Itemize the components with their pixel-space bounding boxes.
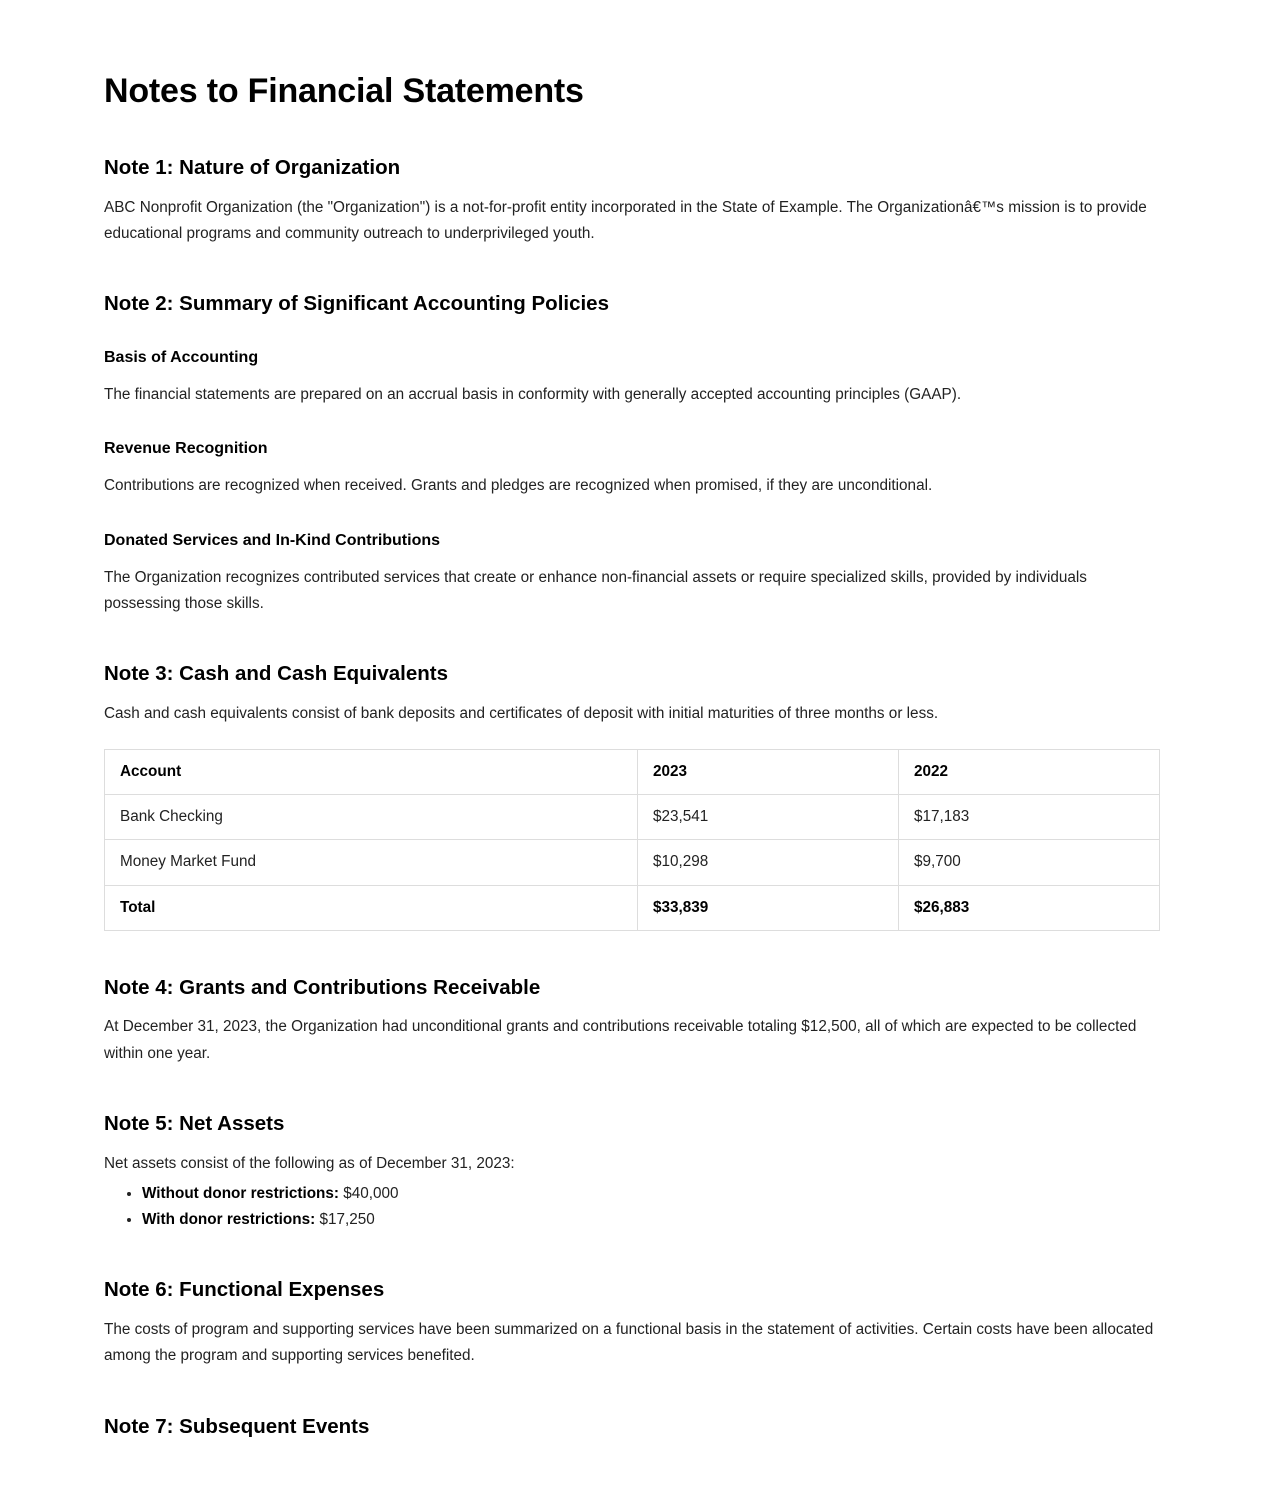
cell-account: Money Market Fund xyxy=(105,840,638,885)
table-header-row xyxy=(105,750,1160,795)
cash-equivalents-table xyxy=(104,749,1160,931)
cell-total-label: Total xyxy=(105,885,638,930)
column-header-2023: 2023 xyxy=(638,750,899,795)
cell-total-2022: $26,883 xyxy=(899,885,1160,930)
donated-services-paragraph: The Organization recognizes contributed services that create or enhance non-financial assets or require specialized skills, provided by individuals possessing those skills. xyxy=(104,568,1087,612)
cell-account: Bank Checking xyxy=(105,795,638,840)
table-total-row xyxy=(105,885,1160,930)
donated-services-heading: Donated Services and In-Kind Contributions xyxy=(104,531,441,549)
note-5-paragraph: Net assets consist of the following as of December 31, 2023: xyxy=(104,1154,515,1172)
note-5-heading: Note 5: Net Assets xyxy=(104,1111,285,1135)
note-3-heading: Note 3: Cash and Cash Equivalents xyxy=(104,662,449,686)
note-1-heading: Note 1: Nature of Organization xyxy=(104,156,401,180)
revenue-recognition-heading: Revenue Recognition xyxy=(104,440,268,458)
basis-of-accounting-paragraph: The financial statements are prepared on an accrual basis in conformity with generally accepted accounting principles (GAAP). xyxy=(104,385,962,403)
net-assets-item-value: $17,250 xyxy=(319,1211,375,1229)
note-7-heading: Note 7: Subsequent Events xyxy=(104,1414,370,1438)
note-6-paragraph: The costs of program and supporting services have been summarized on a functional basis in the statement of activities. Certain costs have been allocated among the program and supporting services benefited. xyxy=(104,1321,1154,1365)
list-item xyxy=(142,1207,1159,1233)
cell-2022: $9,700 xyxy=(899,840,1160,885)
list-item xyxy=(142,1181,1159,1207)
note-4-heading: Note 4: Grants and Contributions Receivable xyxy=(104,975,541,999)
note-4-paragraph: At December 31, 2023, the Organization had unconditional grants and contributions receivable totaling $12,500, all of which are expected to be collected within one year. xyxy=(104,1018,1137,1062)
page-title: Notes to Financial Statements xyxy=(104,72,584,110)
basis-of-accounting-heading: Basis of Accounting xyxy=(104,348,259,366)
net-assets-item-label: Without donor restrictions: xyxy=(142,1184,340,1202)
cell-2023: $23,541 xyxy=(638,795,899,840)
table-row xyxy=(105,795,1160,840)
cell-total-2023: $33,839 xyxy=(638,885,899,930)
column-header-account: Account xyxy=(105,750,638,795)
net-assets-item-label: With donor restrictions: xyxy=(142,1211,316,1229)
note-6-heading: Note 6: Functional Expenses xyxy=(104,1278,385,1302)
note-1-paragraph: ABC Nonprofit Organization (the "Organization") is a not-for-profit entity incorporated in the State of Example. The Organizationâ€™s mission is to provide educational programs and community outreach to underprivileged youth. xyxy=(104,198,1147,243)
column-header-2022: 2022 xyxy=(899,750,1160,795)
revenue-recognition-paragraph: Contributions are recognized when received. Grants and pledges are recognized when promised, if they are unconditional. xyxy=(104,477,933,495)
cell-2022: $17,183 xyxy=(899,795,1160,840)
note-3-paragraph: Cash and cash equivalents consist of bank deposits and certificates of deposit with initial maturities of three months or less. xyxy=(104,704,939,722)
note-2-heading: Note 2: Summary of Significant Accounting Policies xyxy=(104,292,609,316)
cell-2023: $10,298 xyxy=(638,840,899,885)
net-assets-item-value: $40,000 xyxy=(343,1184,399,1202)
net-assets-list xyxy=(104,1181,1159,1234)
table-row xyxy=(105,840,1160,885)
